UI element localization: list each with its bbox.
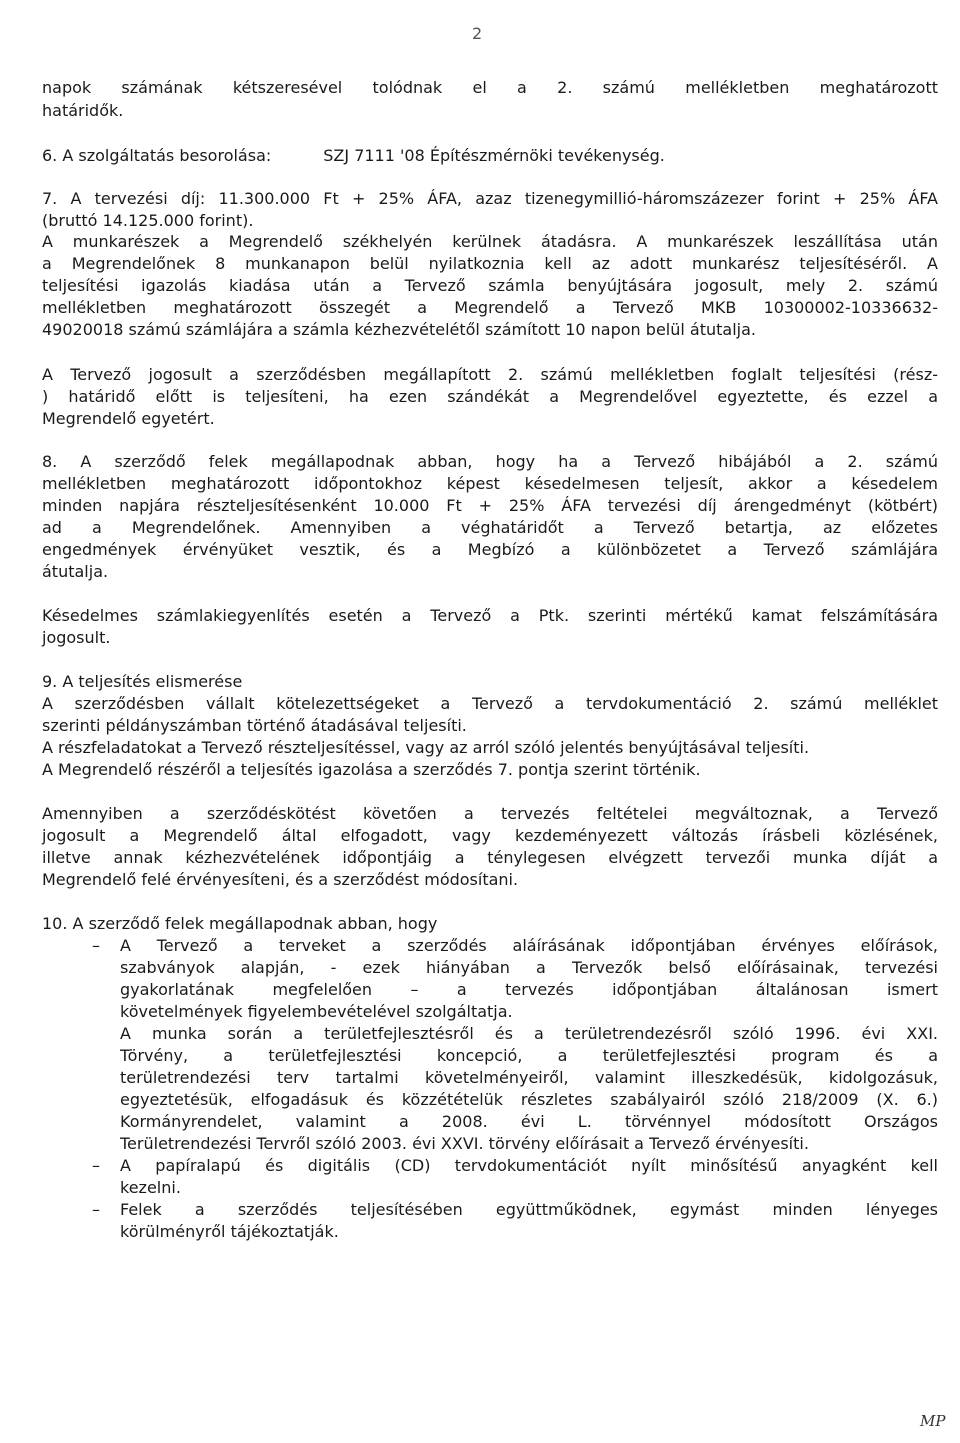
text-line: a Megrendelőnek 8 munkanapon belül nyilatkoznia kell az adott munkarész teljesítéséről. A bbox=[42, 254, 938, 273]
text-line: Késedelmes számlakiegyenlítés esetén a Tervező a Ptk. szerinti mértékű kamat felszámítására bbox=[42, 606, 938, 625]
text-line: A munka során a területfejlesztésről és a területrendezésről szóló 1996. évi XXI. bbox=[120, 1024, 938, 1043]
text-line: Törvény, a területfejlesztési koncepció, a területfejlesztési program és a bbox=[120, 1046, 938, 1065]
text-line: 49020018 számú számlájára a számla kézhezvételétől számított 10 napon belül átutalja. bbox=[42, 320, 756, 339]
text-line: körülményről tájékoztatják. bbox=[120, 1222, 339, 1241]
bullet-dash: – bbox=[92, 1200, 100, 1219]
bullet-dash: – bbox=[92, 936, 100, 955]
text-line: átutalja. bbox=[42, 562, 109, 581]
text-line: egyeztetésük, elfogadásuk és közzétételük részletes szabályairól szóló 218/2009 (X. 6.) bbox=[120, 1090, 938, 1109]
section-10-heading: 10. A szerződő felek megállapodnak abban, hogy bbox=[42, 914, 438, 933]
text-line: ) határidő előtt is teljesíteni, ha ezen szándékát a Megrendelővel egyeztette, és ezzel a bbox=[42, 387, 938, 406]
section-9-heading: 9. A teljesítés elismerése bbox=[42, 672, 243, 691]
text-line: A Tervező jogosult a szerződésben megállapított 2. számú mellékletben foglalt teljesítési (rész- bbox=[42, 365, 938, 384]
text-line: A munkarészek a Megrendelő székhelyén kerülnek átadásra. A munkarészek leszállítása után bbox=[42, 232, 938, 251]
text-line: A szerződésben vállalt kötelezettségeket a Tervező a tervdokumentáció 2. számú melléklet bbox=[42, 694, 938, 713]
page-number: 2 bbox=[472, 24, 483, 43]
text-line: Megrendelő egyetért. bbox=[42, 409, 215, 428]
section-6-value: SZJ 7111 '08 Építészmérnöki tevékenység. bbox=[323, 146, 665, 165]
text-line: Amennyiben a szerződéskötést követően a tervezés feltételei megváltoznak, a Tervező bbox=[42, 804, 938, 823]
text-line: engedmények érvényüket vesztik, és a Megbízó a különbözetet a Tervező számlájára bbox=[42, 540, 938, 559]
text-line: határidők. bbox=[42, 101, 124, 120]
text-line: A Tervező a terveket a szerződés aláírásának időpontjában érvényes előírások, bbox=[120, 936, 938, 955]
text-line: mellékletben meghatározott időpontokhoz képest késedelmesen teljesít, akkor a késedelem bbox=[42, 474, 938, 493]
text-line: szerinti példányszámban történő átadásával teljesíti. bbox=[42, 716, 467, 735]
text-line: A Megrendelő részéről a teljesítés igazolása a szerződés 7. pontja szerint történik. bbox=[42, 760, 701, 779]
text-line: 7. A tervezési díj: 11.300.000 Ft + 25% ÁFA, azaz tizenegymillió-háromszázezer forint + 25% ÁFA bbox=[42, 189, 938, 208]
text-line: A papíralapú és digitális (CD) tervdokumentációt nyílt minősítésű anyagként kell bbox=[120, 1156, 938, 1175]
section-6-line bbox=[42, 146, 938, 166]
text-line: mellékletben meghatározott összegét a Megrendelő a Tervező MKB 10300002-10336632- bbox=[42, 298, 938, 317]
handwritten-initials: MP bbox=[920, 1412, 946, 1430]
text-line: gyakorlatának megfelelően – a tervezés időpontjában általánosan ismert bbox=[120, 980, 938, 999]
text-line: jogosult a Megrendelő által elfogadott, vagy kezdeményezett változás írásbeli közlésének, bbox=[42, 826, 938, 845]
text-line: 8. A szerződő felek megállapodnak abban, hogy ha a Tervező hibájából a 2. számú bbox=[42, 452, 938, 471]
section-6-label: 6. A szolgáltatás besorolása: bbox=[42, 146, 272, 165]
text-line: napok számának kétszeresével tolódnak el a 2. számú mellékletben meghatározott bbox=[42, 78, 938, 97]
text-line: teljesítési igazolás kiadása után a Tervező számla benyújtására jogosult, mely 2. számú bbox=[42, 276, 938, 295]
bullet-dash: – bbox=[92, 1156, 100, 1175]
text-line: jogosult. bbox=[42, 628, 111, 647]
text-line: kezelni. bbox=[120, 1178, 181, 1197]
text-line: Felek a szerződés teljesítésében együttműködnek, egymást minden lényeges bbox=[120, 1200, 938, 1219]
text-line: követelmények figyelembevételével szolgáltatja. bbox=[120, 1002, 513, 1021]
text-line: minden napjára részteljesítésenként 10.000 Ft + 25% ÁFA tervezési díj árengedményt (kötbért) bbox=[42, 496, 938, 515]
text-line: A részfeladatokat a Tervező részteljesítéssel, vagy az arról szóló jelentés benyújtásával teljesíti. bbox=[42, 738, 810, 757]
text-line: Területrendezési Tervről szóló 2003. évi XXVI. törvény előírásait a Tervező érvényesíti. bbox=[120, 1134, 809, 1153]
text-line: területrendezési terv tartalmi követelményeiről, valamint illeszkedésük, kidolgozásuk, bbox=[120, 1068, 938, 1087]
text-line: Megrendelő felé érvényesíteni, és a szerződést módosítani. bbox=[42, 870, 519, 889]
text-line: ad a Megrendelőnek. Amennyiben a véghatáridőt a Tervező betartja, az előzetes bbox=[42, 518, 938, 537]
text-line: szabványok alapján, - ezek hiányában a Tervezők belső előírásainak, tervezési bbox=[120, 958, 938, 977]
text-line: illetve annak kézhezvételének időpontjáig a ténylegesen elvégzett tervezői munka díját a bbox=[42, 848, 938, 867]
text-line: (bruttó 14.125.000 forint). bbox=[42, 211, 254, 230]
text-line: Kormányrendelet, valamint a 2008. évi L. törvénnyel módosított Országos bbox=[120, 1112, 938, 1131]
